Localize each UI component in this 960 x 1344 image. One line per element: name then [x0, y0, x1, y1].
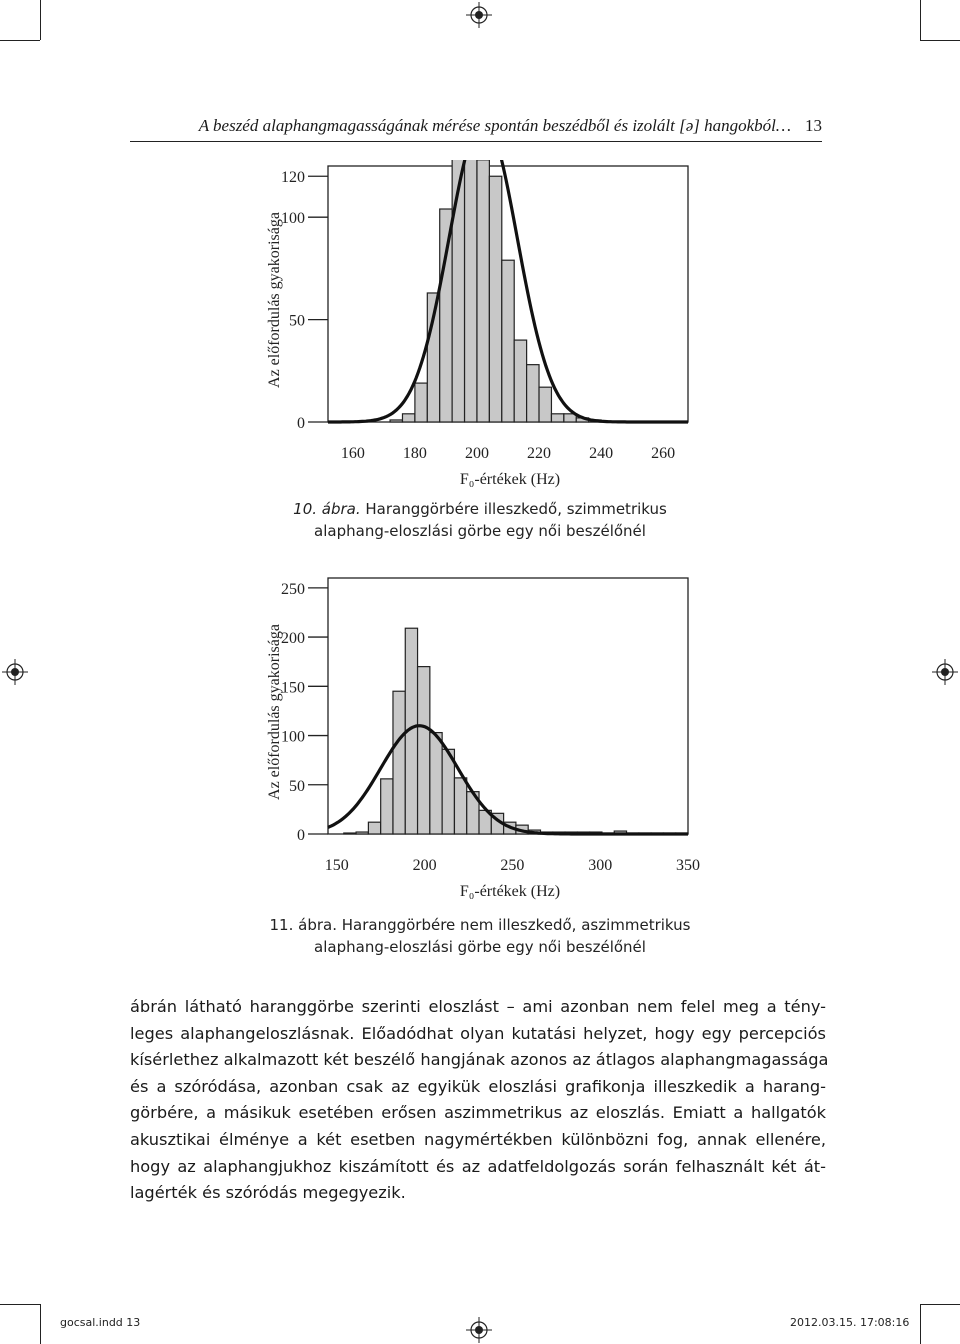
histogram-bar	[514, 340, 526, 422]
x-tick-label: 150	[324, 857, 349, 874]
histogram-chart-10	[0, 160, 960, 490]
figure-label: 10. ábra.	[293, 500, 361, 518]
figure-label: 11. ábra.	[269, 916, 337, 934]
x-tick-label: 350	[676, 857, 700, 874]
y-tick-label: 0	[297, 827, 305, 844]
y-tick-label: 50	[289, 312, 305, 330]
histogram-bar	[356, 832, 368, 834]
histogram-bar	[430, 733, 442, 834]
histogram-bar	[402, 414, 414, 422]
y-tick-label: 50	[289, 777, 305, 795]
histogram-bar	[489, 176, 501, 422]
histogram-bar	[440, 209, 452, 422]
y-tick-label: 200	[281, 630, 305, 648]
text-line: görbére, a másikuk esetében erősen aszimmetrikus az eloszlás. Emiatt a hallgatók	[130, 1103, 826, 1123]
x-tick-label: 220	[527, 445, 552, 462]
caption-line: alaphang-eloszlási görbe egy női beszélőnél	[314, 522, 646, 540]
figure-caption-11	[160, 914, 800, 958]
x-tick-label: 200	[412, 857, 437, 874]
x-tick-label: 200	[464, 445, 489, 462]
x-axis-label: F₀-értékek (Hz)	[459, 883, 561, 900]
slug-file: gocsal.indd 13	[60, 1316, 141, 1329]
y-tick-label: 0	[297, 415, 305, 432]
histogram-bar	[393, 691, 405, 834]
body-paragraph	[130, 994, 829, 1207]
x-tick-label: 180	[402, 445, 427, 462]
figure-caption-10	[160, 498, 800, 542]
x-tick-label: 300	[588, 857, 613, 874]
x-tick-label: 160	[340, 445, 365, 462]
page-number: 13	[805, 116, 822, 135]
caption-line: alaphang-eloszlási görbe egy női beszélőnél	[314, 938, 646, 956]
x-tick-label: 240	[589, 445, 614, 462]
x-tick-label: 260	[651, 445, 676, 462]
histogram-bar	[539, 387, 551, 422]
histogram-bar	[452, 160, 464, 422]
histogram-bar	[527, 365, 539, 422]
text-line: akusztikai élménye a két esetben nagymértékben különbözni fog, annak ellenére,	[130, 1129, 826, 1149]
histogram-bar	[502, 260, 514, 422]
histogram-bar	[415, 383, 427, 422]
y-tick-label: 120	[281, 169, 305, 187]
histogram-chart-11	[0, 570, 960, 910]
text-line: hogy az alaphangjukhoz kiszámított és az adatfeldolgozás során felhasznált két át-	[130, 1156, 826, 1176]
histogram-bar	[390, 420, 402, 422]
histogram-bar	[551, 414, 563, 422]
text-line: és a szóródása, azonban csak az egyikük eloszlási grafikonja illeszkedik a harang-	[130, 1076, 826, 1096]
histogram-bar	[477, 160, 489, 422]
y-tick-label: 250	[281, 580, 305, 598]
histogram-bar	[454, 778, 466, 834]
text-line: leges alaphangeloszlásnak. Előadódhat olyan kutatási helyzet, hogy egy percepciós	[130, 1023, 826, 1043]
histogram-bar	[465, 160, 477, 422]
caption-line: Haranggörbére nem illeszkedő, aszimmetrikus	[341, 916, 691, 934]
running-head	[130, 116, 822, 142]
registration-target-icon	[466, 1317, 492, 1343]
y-tick-label: 100	[281, 210, 305, 228]
histogram-bar	[344, 833, 356, 834]
histogram-bar	[418, 667, 430, 834]
histogram-bar	[368, 822, 380, 834]
text-line: ábrán látható haranggörbe szerinti eloszlást – ami azonban nem felel meg a tény-	[130, 997, 826, 1016]
running-title: A beszéd alaphangmagasságának mérése spontán beszédből és izolált [ə] hangokból…	[198, 116, 791, 135]
y-axis-label: Az előfordulás gyakorisága	[266, 624, 283, 800]
histogram-bar	[381, 779, 393, 834]
registration-target-icon	[466, 2, 492, 28]
text-line: lagérték és szóródás megegyezik.	[130, 1183, 406, 1203]
slug-date: 2012.03.15. 17:08:16	[790, 1316, 910, 1329]
x-axis-label: F₀-értékek (Hz)	[459, 471, 561, 488]
y-tick-label: 150	[281, 679, 305, 697]
caption-line: Haranggörbére illeszkedő, szimmetrikus	[365, 500, 667, 518]
y-tick-label: 100	[281, 728, 305, 746]
y-axis-label: Az előfordulás gyakorisága	[266, 212, 283, 388]
x-tick-label: 250	[500, 857, 525, 874]
text-line: kísérlethez alkalmazott két beszélő hangjának azonos az átlagos alaphangmagassága	[130, 1050, 829, 1070]
